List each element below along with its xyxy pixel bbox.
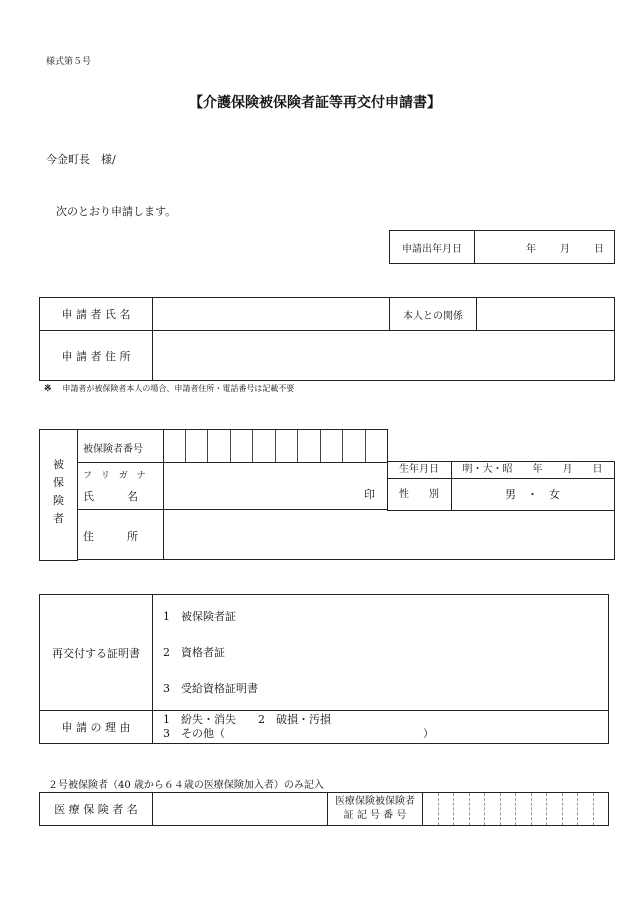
page-title: 【介護保険被保険者証等再交付申請書】 [189, 95, 441, 111]
applicant-note [44, 383, 294, 394]
birth-gender-cell [387, 461, 615, 511]
insured-address-field[interactable] [163, 509, 615, 560]
insured-number-label: 被保険者番号 [83, 444, 143, 455]
insurance-number-label [328, 793, 423, 826]
insured-number-field[interactable] [163, 429, 388, 463]
reissue-table [39, 594, 609, 744]
birth-value[interactable]: 明・大・昭 年 月 日 [451, 462, 614, 479]
reason-line-1[interactable]: 1 紛失・消失 2 破損・汚損 [163, 713, 331, 726]
insured-name-label: 氏 名 [83, 490, 138, 503]
side-char: 険 [53, 494, 64, 507]
option-qualification-card[interactable]: 2 資格者証 [163, 645, 225, 659]
insured-name-field[interactable] [163, 461, 388, 510]
insured-address-label: 住 所 [83, 530, 138, 543]
applicant-address-label: 申 請 者 住 所 [40, 331, 153, 381]
form-number: 様式第５号 [46, 57, 92, 67]
reason-options [153, 711, 609, 744]
applicant-note-text: 申請者が被保険者本人の場合、申請者住所・電話番号は記載不要 [62, 384, 295, 393]
second-insured-note: ２号被保険者（40 歳から６４歳の医療保険加入者）のみ記入 [48, 780, 324, 791]
insured-side-label [39, 429, 78, 561]
insurance-number-label-line2: 証 記 号 番 号 [343, 810, 407, 821]
reason-line-2[interactable]: 3 その他（ ） [163, 727, 434, 740]
note-mark: ※ [44, 384, 52, 394]
insurer-name-field[interactable] [153, 793, 328, 826]
relation-label: 本人との関係 [390, 298, 477, 331]
side-char: 被 [53, 458, 64, 471]
application-date-label: 申請出年月日 [390, 231, 475, 264]
option-benefit-certificate[interactable]: 3 受給資格証明書 [163, 681, 258, 695]
reason-label: 申 請 の 理 由 [40, 711, 153, 744]
relation-field[interactable] [477, 298, 615, 331]
day-label: 日 [594, 243, 604, 255]
insured-address-label-cell [77, 509, 164, 560]
furigana-label: フ リ ガ ナ [83, 471, 149, 481]
applicant-name-field[interactable] [153, 298, 390, 331]
side-char: 者 [53, 512, 64, 525]
month-label: 月 [560, 243, 570, 255]
year-label: 年 [526, 243, 536, 255]
name-label-cell [77, 461, 164, 510]
insurance-number-label-line1: 医療保険被保険者 [335, 796, 415, 807]
application-date-field[interactable] [475, 231, 615, 264]
birth-label: 生年月日 [387, 462, 452, 479]
seal-mark: 印 [364, 488, 375, 501]
intro-text: 次のとおり申請します。 [56, 205, 177, 218]
option-insured-card[interactable]: 1 被保険者証 [163, 609, 236, 623]
application-date-table [389, 230, 615, 264]
applicant-table [39, 297, 615, 381]
applicant-name-label: 申 請 者 氏 名 [40, 298, 153, 331]
applicant-address-field[interactable] [153, 331, 615, 381]
insurance-number-field[interactable] [423, 793, 609, 826]
insurer-name-label: 医 療 保 険 者 名 [40, 793, 153, 826]
second-insured-table [39, 792, 609, 826]
insured-section [39, 429, 615, 560]
side-char: 保 [53, 476, 64, 489]
gender-label: 性 別 [387, 479, 452, 510]
number-label-cell [77, 429, 164, 463]
addressee: 今金町長 様/ [46, 153, 116, 166]
reissue-options [153, 595, 609, 711]
gender-value[interactable]: 男 ・ 女 [505, 488, 560, 501]
reissue-label: 再交付する証明書 [40, 595, 153, 711]
